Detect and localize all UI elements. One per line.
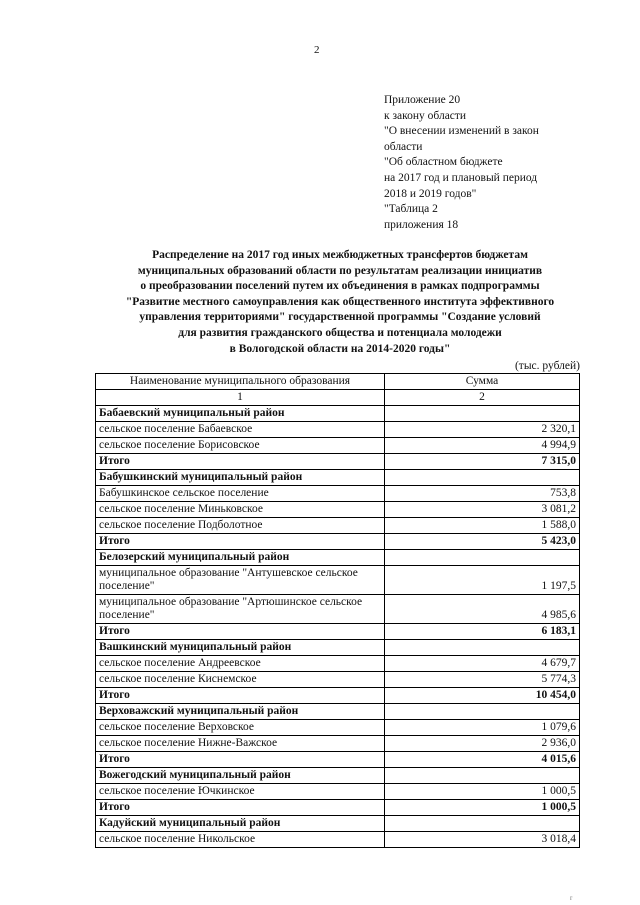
row-name-cell: Итого bbox=[96, 534, 385, 550]
table-header-row bbox=[96, 374, 580, 390]
row-name-cell: Бабушкинский муниципальный район bbox=[96, 470, 385, 486]
row-name-cell: Итого bbox=[96, 800, 385, 816]
row-sum-cell: 5 774,3 bbox=[385, 672, 580, 688]
row-sum-cell bbox=[385, 816, 580, 832]
row-name-cell: муниципальное образование "Антушевское сельское поселение" bbox=[96, 566, 385, 595]
row-name-cell: сельское поселение Бабаевское bbox=[96, 422, 385, 438]
row-name-cell: Итого bbox=[96, 688, 385, 704]
title-line: для развития гражданского общества и потенциала молодежи bbox=[178, 326, 502, 339]
row-name-cell: Белозерский муниципальный район bbox=[96, 550, 385, 566]
units-label: (тыс. рублей) bbox=[514, 360, 580, 372]
table-row bbox=[96, 502, 580, 518]
total-row bbox=[96, 800, 580, 816]
title-line: управления территориями" государственной программы "Создание условий bbox=[139, 311, 541, 324]
row-sum-cell: 7 315,0 bbox=[385, 454, 580, 470]
table-row bbox=[96, 595, 580, 624]
district-row bbox=[96, 768, 580, 784]
appendix-line: "О внесении изменений в закон bbox=[384, 125, 539, 138]
appendix-reference bbox=[384, 93, 594, 233]
column-number-row bbox=[96, 390, 580, 406]
row-sum-cell: 6 183,1 bbox=[385, 624, 580, 640]
row-sum-cell bbox=[385, 550, 580, 566]
district-row bbox=[96, 406, 580, 422]
row-sum-cell: 1 588,0 bbox=[385, 518, 580, 534]
table-row bbox=[96, 566, 580, 595]
row-sum-cell: 2 320,1 bbox=[385, 422, 580, 438]
appendix-line: приложения 18 bbox=[384, 218, 459, 231]
row-name-cell: сельское поселение Ючкинское bbox=[96, 784, 385, 800]
table-row bbox=[96, 486, 580, 502]
row-name-cell: сельское поселение Миньковское bbox=[96, 502, 385, 518]
row-name-cell: сельское поселение Подболотное bbox=[96, 518, 385, 534]
row-name-cell: Вашкинский муниципальный район bbox=[96, 640, 385, 656]
document-title bbox=[100, 248, 580, 357]
total-row bbox=[96, 688, 580, 704]
row-sum-cell: 4 994,9 bbox=[385, 438, 580, 454]
column-number-2: 2 bbox=[385, 390, 580, 406]
row-name-cell: Бабаевский муниципальный район bbox=[96, 406, 385, 422]
table-row bbox=[96, 672, 580, 688]
row-sum-cell: 1 000,5 bbox=[385, 800, 580, 816]
row-sum-cell: 10 454,0 bbox=[385, 688, 580, 704]
row-name-cell: сельское поселение Киснемское bbox=[96, 672, 385, 688]
total-row bbox=[96, 624, 580, 640]
row-sum-cell: 3 018,4 bbox=[385, 832, 580, 848]
total-row bbox=[96, 454, 580, 470]
district-row bbox=[96, 704, 580, 720]
table-row bbox=[96, 422, 580, 438]
title-line: в Вологодской области на 2014-2020 годы" bbox=[229, 342, 451, 355]
row-sum-cell: 1 197,5 bbox=[385, 566, 580, 595]
table-row bbox=[96, 832, 580, 848]
row-name-cell: Итого bbox=[96, 454, 385, 470]
row-name-cell: сельское поселение Верховское bbox=[96, 720, 385, 736]
row-name-cell: сельское поселение Борисовское bbox=[96, 438, 385, 454]
header-name-cell: Наименование муниципального образования bbox=[96, 374, 385, 390]
district-row bbox=[96, 550, 580, 566]
row-name-cell: Вожегодский муниципальный район bbox=[96, 768, 385, 784]
row-sum-cell: 5 423,0 bbox=[385, 534, 580, 550]
row-name-cell: Кадуйский муниципальный район bbox=[96, 816, 385, 832]
row-name-cell: Итого bbox=[96, 752, 385, 768]
title-line: муниципальных образований области по результатам реализации инициатив bbox=[137, 264, 543, 277]
district-row bbox=[96, 640, 580, 656]
row-sum-cell bbox=[385, 704, 580, 720]
row-sum-cell bbox=[385, 640, 580, 656]
table-row bbox=[96, 720, 580, 736]
row-name-cell: сельское поселение Нижне-Важское bbox=[96, 736, 385, 752]
row-name-cell: муниципальное образование "Артюшинское сельское поселение" bbox=[96, 595, 385, 624]
row-name-cell: Бабушкинское сельское поселение bbox=[96, 486, 385, 502]
appendix-line: "Таблица 2 bbox=[384, 203, 438, 216]
district-row bbox=[96, 470, 580, 486]
table-row bbox=[96, 518, 580, 534]
table-row bbox=[96, 438, 580, 454]
table-row bbox=[96, 736, 580, 752]
row-name-cell: сельское поселение Никольское bbox=[96, 832, 385, 848]
row-name-cell: сельское поселение Андреевское bbox=[96, 656, 385, 672]
row-name-cell: Верховажский муниципальный район bbox=[96, 704, 385, 720]
appendix-line: к закону области bbox=[384, 109, 467, 122]
appendix-line: "Об областном бюджете bbox=[384, 156, 503, 169]
page-number: 2 bbox=[314, 44, 320, 56]
row-sum-cell bbox=[385, 470, 580, 486]
row-sum-cell bbox=[385, 768, 580, 784]
table-row bbox=[96, 656, 580, 672]
row-sum-cell: 1 079,6 bbox=[385, 720, 580, 736]
table-row bbox=[96, 784, 580, 800]
row-sum-cell: 4 679,7 bbox=[385, 656, 580, 672]
title-line: Распределение на 2017 год иных межбюджетных трансфертов бюджетам bbox=[152, 249, 528, 261]
appendix-line: области bbox=[384, 140, 423, 153]
district-row bbox=[96, 816, 580, 832]
transfers-table bbox=[95, 373, 580, 848]
title-line: о преобразовании поселений путем их объединения в рамках подпрограммы bbox=[140, 280, 540, 293]
row-sum-cell bbox=[385, 406, 580, 422]
scan-mark: r bbox=[570, 894, 573, 902]
row-sum-cell: 1 000,5 bbox=[385, 784, 580, 800]
row-name-cell: Итого bbox=[96, 624, 385, 640]
row-sum-cell: 4 015,6 bbox=[385, 752, 580, 768]
row-sum-cell: 3 081,2 bbox=[385, 502, 580, 518]
column-number-1: 1 bbox=[96, 390, 385, 406]
title-line: "Развитие местного самоуправления как общественного института эффективного bbox=[125, 295, 555, 308]
appendix-line: 2018 и 2019 годов" bbox=[384, 187, 477, 200]
row-sum-cell: 4 985,6 bbox=[385, 595, 580, 624]
appendix-line: Приложение 20 bbox=[384, 94, 461, 106]
total-row bbox=[96, 534, 580, 550]
appendix-line: на 2017 год и плановый период bbox=[384, 171, 538, 184]
header-sum-cell: Сумма bbox=[385, 374, 580, 390]
row-sum-cell: 2 936,0 bbox=[385, 736, 580, 752]
total-row bbox=[96, 752, 580, 768]
row-sum-cell: 753,8 bbox=[385, 486, 580, 502]
